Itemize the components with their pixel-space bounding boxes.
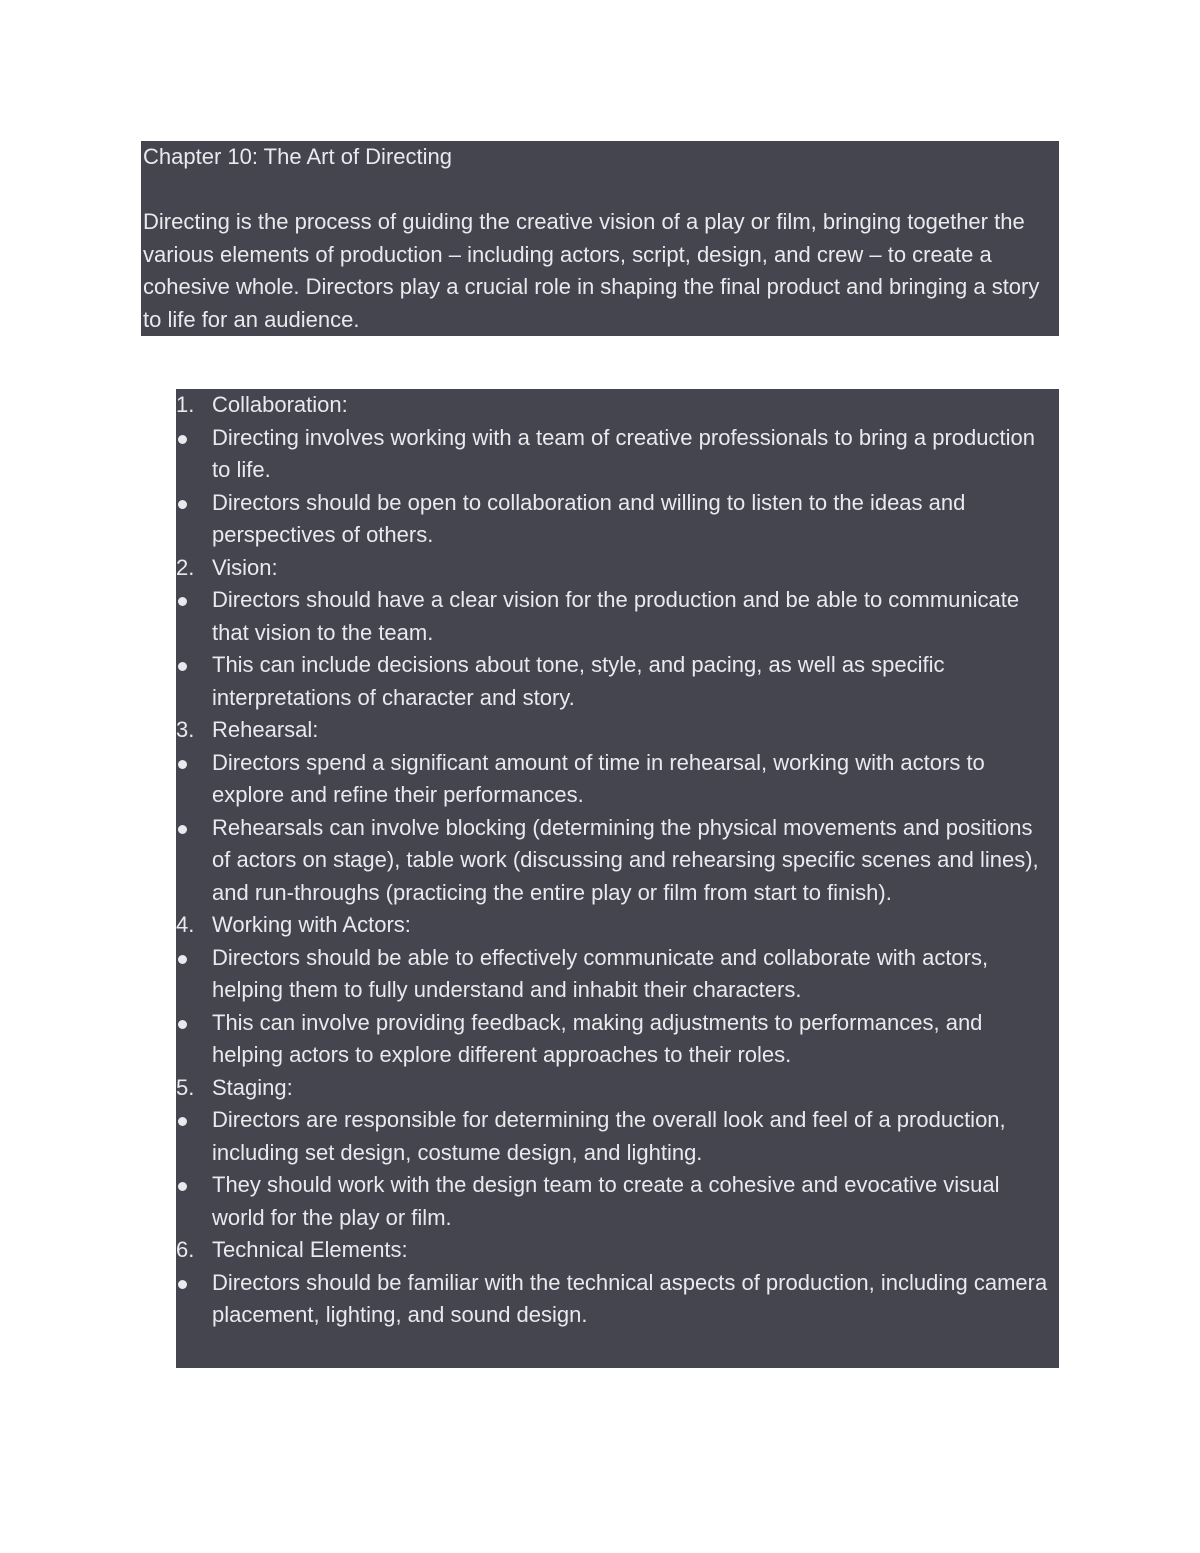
outline-list: [176, 389, 1059, 1368]
bullet-text: This can include decisions about tone, style, and pacing, as well as specific interpretations of character and story.: [212, 652, 945, 710]
section-heading: Collaboration:: [212, 392, 348, 417]
section-heading: Technical Elements:: [212, 1237, 408, 1262]
section-heading: Staging:: [212, 1074, 293, 1100]
list-item-bullet: [176, 487, 1053, 552]
list-item-heading: [176, 1234, 1053, 1267]
intro-block: [141, 141, 1059, 336]
list-number: 4.: [176, 912, 195, 937]
list-item-heading: [176, 714, 1053, 747]
bullet-text: They should work with the design team to create a cohesive and evocative visual world for the play or film.: [212, 1172, 1000, 1230]
bullet-icon: [178, 1182, 187, 1191]
bullet-icon: [178, 435, 187, 444]
intro-paragraph: Directing is the process of guiding the creative vision of a play or film, bringing together the various elements of production – including actors, script, design, and crew – to create a cohesive whole. Directors play a crucial role in shaping the final product and bringing a story to life for an audience.: [143, 209, 1040, 332]
list-item-bullet: [176, 747, 1053, 812]
list-number: 6.: [176, 1237, 195, 1262]
list-item-heading: [176, 389, 1053, 422]
bullet-text: Directors are responsible for determining the overall look and feel of a production, including set design, costume design, and lighting.: [212, 1107, 1006, 1165]
list-number: 1.: [176, 392, 195, 417]
spacer: [143, 174, 1051, 207]
bullet-text: This can involve providing feedback, making adjustments to performances, and helping actors to explore different approaches to their roles.: [212, 1009, 983, 1067]
bullet-icon: [178, 1117, 187, 1126]
list-item-bullet: [176, 649, 1053, 714]
list-number: 2.: [176, 554, 195, 580]
section-heading: Working with Actors:: [212, 912, 411, 937]
section-heading: Rehearsal:: [212, 717, 319, 742]
list-item-bullet: [176, 812, 1053, 910]
list-item-heading: [176, 1072, 1053, 1105]
section-heading: Vision:: [212, 554, 278, 580]
list-item-bullet: [176, 584, 1053, 649]
bullet-icon: [178, 760, 187, 769]
bullet-icon: [178, 1020, 187, 1029]
bullet-icon: [178, 662, 187, 671]
bullet-text: Rehearsals can involve blocking (determining the physical movements and positions of actors on stage), table work (discussing and rehearsing specific scenes and lines), and run-throughs (practicing the entire play or film from start to finish).: [212, 814, 1039, 905]
bullet-text: Directors should be familiar with the technical aspects of production, including camera placement, lighting, and sound design.: [212, 1269, 1048, 1327]
bullet-icon: [178, 1280, 187, 1289]
bullet-text: Directors spend a significant amount of time in rehearsal, working with actors to explore and refine their performances.: [212, 749, 985, 807]
bullet-text: Directors should have a clear vision for the production and be able to communicate that vision to the team.: [212, 587, 1020, 645]
list-item-bullet: [176, 1007, 1053, 1072]
bullet-icon: [178, 500, 187, 509]
bullet-text: Directors should be able to effectively communicate and collaborate with actors, helping them to fully understand and inhabit their characters.: [212, 944, 989, 1002]
list-item-bullet: [176, 1267, 1053, 1332]
list-item-bullet: [176, 1104, 1053, 1169]
bullet-icon: [178, 825, 187, 834]
bullet-icon: [178, 597, 187, 606]
list-item-bullet: [176, 422, 1053, 487]
list-item-bullet: [176, 1169, 1053, 1234]
bullet-text: Directors should be open to collaboration and willing to listen to the ideas and perspectives of others.: [212, 489, 966, 547]
bullet-icon: [178, 955, 187, 964]
list-item-heading: [176, 552, 1053, 585]
bullet-text: Directing involves working with a team of creative professionals to bring a production to life.: [212, 424, 1035, 482]
chapter-title: Chapter 10: The Art of Directing: [143, 144, 452, 169]
list-number: 3.: [176, 717, 195, 742]
list-item-heading: [176, 909, 1053, 942]
list-number: 5.: [176, 1074, 195, 1100]
list-item-bullet: [176, 942, 1053, 1007]
